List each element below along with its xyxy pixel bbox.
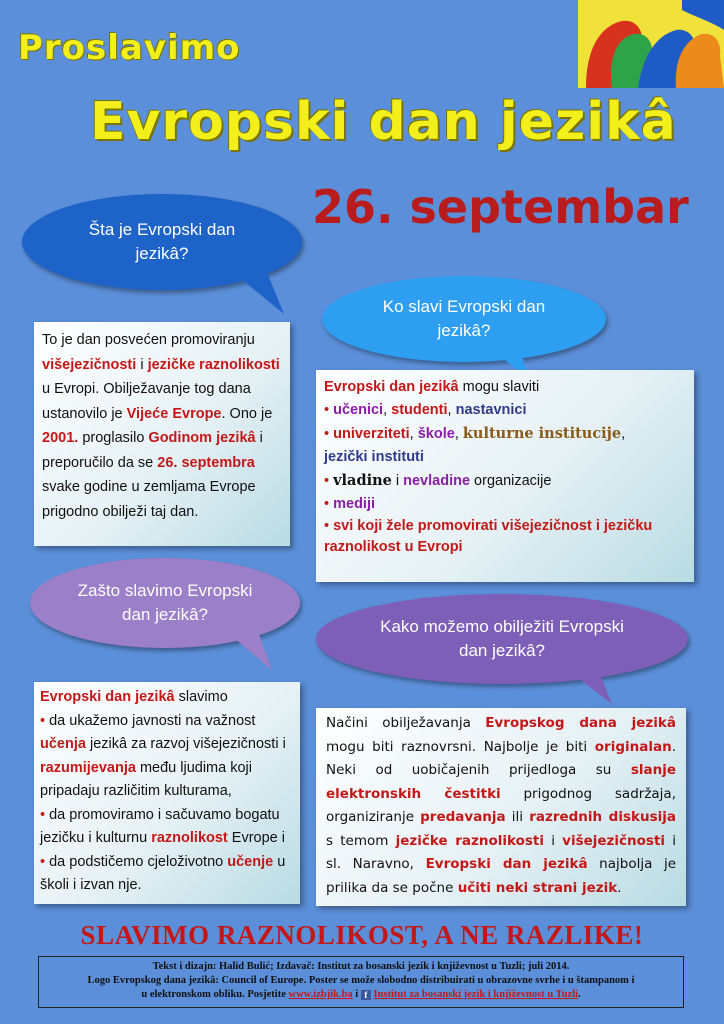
bullet-icon: • (40, 806, 46, 823)
text: i (136, 356, 148, 373)
bubble-who-celebrates (322, 276, 606, 362)
highlight: predavanja (420, 809, 506, 825)
highlight: razrednih diskusija (529, 809, 676, 825)
text: u Evropi. Obilježavanje tog dana ustanovilo je (42, 381, 251, 422)
text: i (352, 989, 361, 1001)
text: slavimo (174, 689, 228, 705)
text: da promoviramo i sačuvamo bogatu jezičku i kulturnu (40, 806, 280, 846)
page-title: Evropski dan jezikâ (90, 92, 677, 152)
highlight: razumijevanja (40, 759, 136, 776)
highlight: Evropski dan jezikâ (425, 856, 588, 872)
highlight: Evropskog dana jezikâ (485, 715, 676, 731)
text: i (544, 832, 563, 849)
item: vladine (333, 472, 392, 489)
text: To je dan posvećen promoviranju (42, 332, 255, 348)
highlight: jezičke raznolikosti (147, 356, 280, 373)
bubble-what-is-tail (230, 270, 290, 320)
bullet-icon: • (324, 402, 330, 418)
bullet-icon: • (324, 473, 330, 489)
text: prigodnog sadržaja, organiziranje (326, 785, 676, 825)
item: nevladine (403, 473, 471, 489)
text: jezikâ za razvoj višejezičnosti i (85, 736, 286, 752)
highlight: 2001. (42, 430, 79, 446)
bullet-icon: • (40, 853, 46, 870)
text: najbolja je prilika da se počne (326, 856, 677, 896)
text: mogu slaviti (458, 379, 540, 395)
item: mediji (333, 496, 376, 512)
item: škole (417, 426, 455, 442)
item: studenti (391, 402, 448, 418)
header-top-word: Proslavimo (18, 28, 241, 68)
text: svake godine u zemljama Evrope prigodno obilježi taj dan. (42, 479, 256, 520)
text: mogu biti raznovrsni. Najbolje je biti (326, 738, 595, 755)
bullet-icon: • (324, 518, 330, 534)
highlight: učiti neki strani jezik (457, 879, 618, 896)
bubble-how-mark (316, 594, 688, 684)
facebook-page-link[interactable]: Institut za bosanski jezik i književnost u Tuzli (373, 989, 578, 1001)
highlight: slanje elektronskih čestitki (326, 762, 676, 802)
item: kulturne institucije (462, 425, 622, 442)
text: . (617, 879, 622, 896)
highlight: višejezičnosti (562, 832, 666, 849)
text: . (577, 989, 581, 1001)
highlight: učenja (40, 736, 86, 752)
item: nastavnici (455, 402, 527, 418)
bullet-icon: • (40, 712, 46, 729)
facebook-icon: f (361, 990, 371, 1000)
box-what-is-text (34, 322, 290, 546)
box-who-celebrates-text: Evropski dan jezikâ mogu slaviti • učenici, studenti, nastavnici • univerziteti, škole, kulturne institucije, jezički instituti • vladine i nevladine organizacije • mediji • svi koji žele promovirati višejezičnost i jezičku raznolikost u Evropi (316, 370, 694, 582)
item: jezički instituti (324, 449, 424, 465)
text: u elektronskom obliku. Posjetite (141, 989, 289, 1001)
footer-line-2: Logo Evropskog dana jezikâ: Council of Europe. Poster se može slobodno distribuirati u obrazovne svrhe i u štampanom i (87, 975, 635, 987)
bubble-who-celebrates-text: Ko slavi Evropski dan jezikâ? (382, 297, 546, 340)
footer-line-1: Tekst i dizajn: Halid Bulić; Izdavač: Institut za bosanski jezik i književnost u Tuzli; juli 2014. (152, 961, 570, 972)
text: . Ono je (221, 405, 273, 422)
text: . Neki od uobičajenih prijedloga su (326, 738, 676, 778)
highlight: jezičke raznolikosti (395, 832, 544, 849)
text: proglasilo (78, 430, 149, 446)
item: svi koji žele promovirati višejezičnost i jezičku raznolikost u Evropi (324, 518, 653, 555)
box-how-mark-text (316, 708, 686, 906)
text: da podstičemo cjeloživotno (49, 853, 228, 870)
highlight: 26. septembra (157, 454, 255, 471)
highlight: Evropski dan jezikâ (324, 379, 459, 395)
highlight: Godinom jezikâ (148, 430, 256, 446)
text: s temom (326, 832, 396, 849)
bullet-icon: • (324, 426, 330, 442)
text: organizacije (470, 473, 552, 489)
footer-line-3 (39, 988, 683, 1002)
highlight: raznolikost (151, 830, 228, 846)
text: ili (505, 809, 530, 825)
european-day-of-languages-logo (578, 0, 724, 88)
bullet-icon: • (324, 496, 330, 512)
highlight: učenje (227, 853, 274, 870)
text: da ukažemo javnosti na važnost (49, 712, 256, 729)
highlight: višejezičnosti (42, 356, 137, 373)
box-why-celebrate-text (34, 682, 300, 904)
text: u školi i izvan nje. (40, 853, 286, 893)
text: i sl. Naravno, (326, 832, 676, 872)
highlight: Vijeće Evrope (126, 405, 222, 422)
text: i preporučilo da se (42, 430, 263, 471)
highlight: originalan (594, 738, 672, 755)
text: Načini obilježavanja (326, 715, 486, 731)
footer-credits (38, 956, 684, 1008)
highlight: Evropski dan jezikâ (40, 689, 175, 705)
bubble-why-celebrate-tail (220, 626, 280, 676)
bubble-why-celebrate-text: Zašto slavimo Evropski dan jezikâ? (77, 581, 253, 624)
text: Evrope i (227, 830, 285, 846)
bubble-how-mark-tail (560, 664, 620, 710)
item: učenici (333, 402, 384, 418)
item: univerziteti (333, 426, 410, 442)
website-link[interactable]: www.izbjik.ba (288, 989, 353, 1001)
bubble-what-is-text: Šta je Evropski dan jezikâ? (88, 220, 236, 263)
text: među ljudima koji pripadaju različitim kulturama, (40, 759, 252, 799)
slogan: SLAVIMO RAZNOLIKOST, A NE RAZLIKE! (80, 920, 644, 950)
bubble-how-mark-text: Kako možemo obilježiti Evropski dan jezikâ? (380, 617, 624, 660)
event-date: 26. septembar (312, 180, 689, 234)
